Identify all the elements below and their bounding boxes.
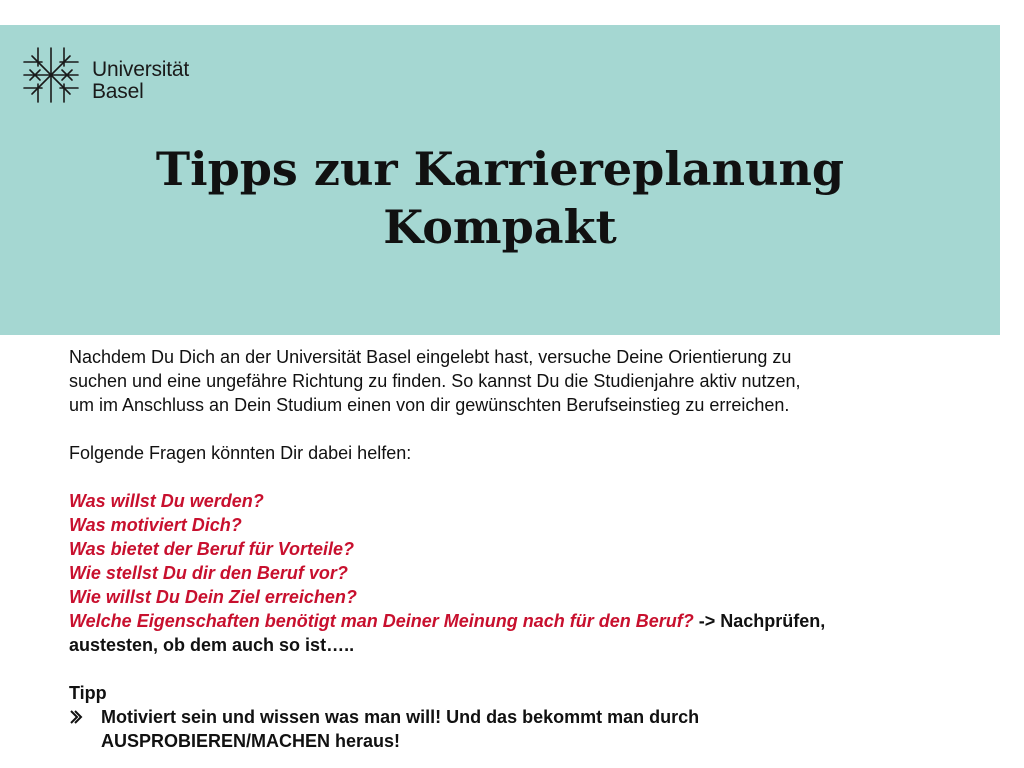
logo-line-universitaet: Universität — [92, 58, 189, 81]
university-basel-emblem-icon — [22, 46, 80, 104]
question-item: Was willst Du werden? — [69, 491, 264, 511]
question-item: Wie stellst Du dir den Beruf vor? — [69, 563, 348, 583]
followup-inline: -> Nachprüfen, — [693, 611, 826, 631]
tipp-bullet-line-2: AUSPROBIEREN/MACHEN heraus! — [101, 731, 401, 751]
title-line-2: Kompakt — [383, 200, 617, 254]
tipp-heading: Tipp — [69, 683, 107, 703]
followup-line-2: austesten, ob dem auch so ist….. — [69, 635, 355, 655]
question-item: Was motiviert Dich? — [69, 515, 242, 535]
slide-body — [69, 345, 949, 753]
arrow-bullet-icon — [69, 705, 101, 731]
tipp-bullet-text — [101, 705, 699, 753]
question-with-followup — [69, 609, 949, 633]
logo-wordmark — [92, 59, 189, 103]
logo-line-basel: Basel — [92, 80, 144, 103]
questions-intro: Folgende Fragen könnten Dir dabei helfen: — [69, 443, 412, 463]
university-logo — [22, 46, 212, 106]
intro-line-3: um im Anschluss an Dein Studium einen von dir gewünschten Berufseinstieg zu erreichen. — [69, 395, 790, 415]
spacer — [69, 417, 949, 441]
tipp-bullet-line-1: Motiviert sein und wissen was man will! Und das bekommt man durch — [101, 707, 700, 727]
title-line-1: Tipps zur Karriereplanung — [155, 142, 845, 196]
intro-line-2: suchen und eine ungefähre Richtung zu finden. So kannst Du die Studienjahre aktiv nutzen, — [69, 371, 801, 391]
spacer — [69, 465, 949, 489]
intro-line-1: Nachdem Du Dich an der Universität Basel eingelebt hast, versuche Deine Orientierung zu — [69, 347, 792, 367]
question-item: Was bietet der Beruf für Vorteile? — [69, 539, 355, 559]
question-item: Wie willst Du Dein Ziel erreichen? — [69, 587, 357, 607]
question-item: Welche Eigenschaften benötigt man Deiner Meinung nach für den Beruf? — [69, 611, 694, 631]
spacer — [69, 657, 949, 681]
tipp-bullet — [69, 705, 949, 753]
page-title — [0, 140, 1000, 256]
